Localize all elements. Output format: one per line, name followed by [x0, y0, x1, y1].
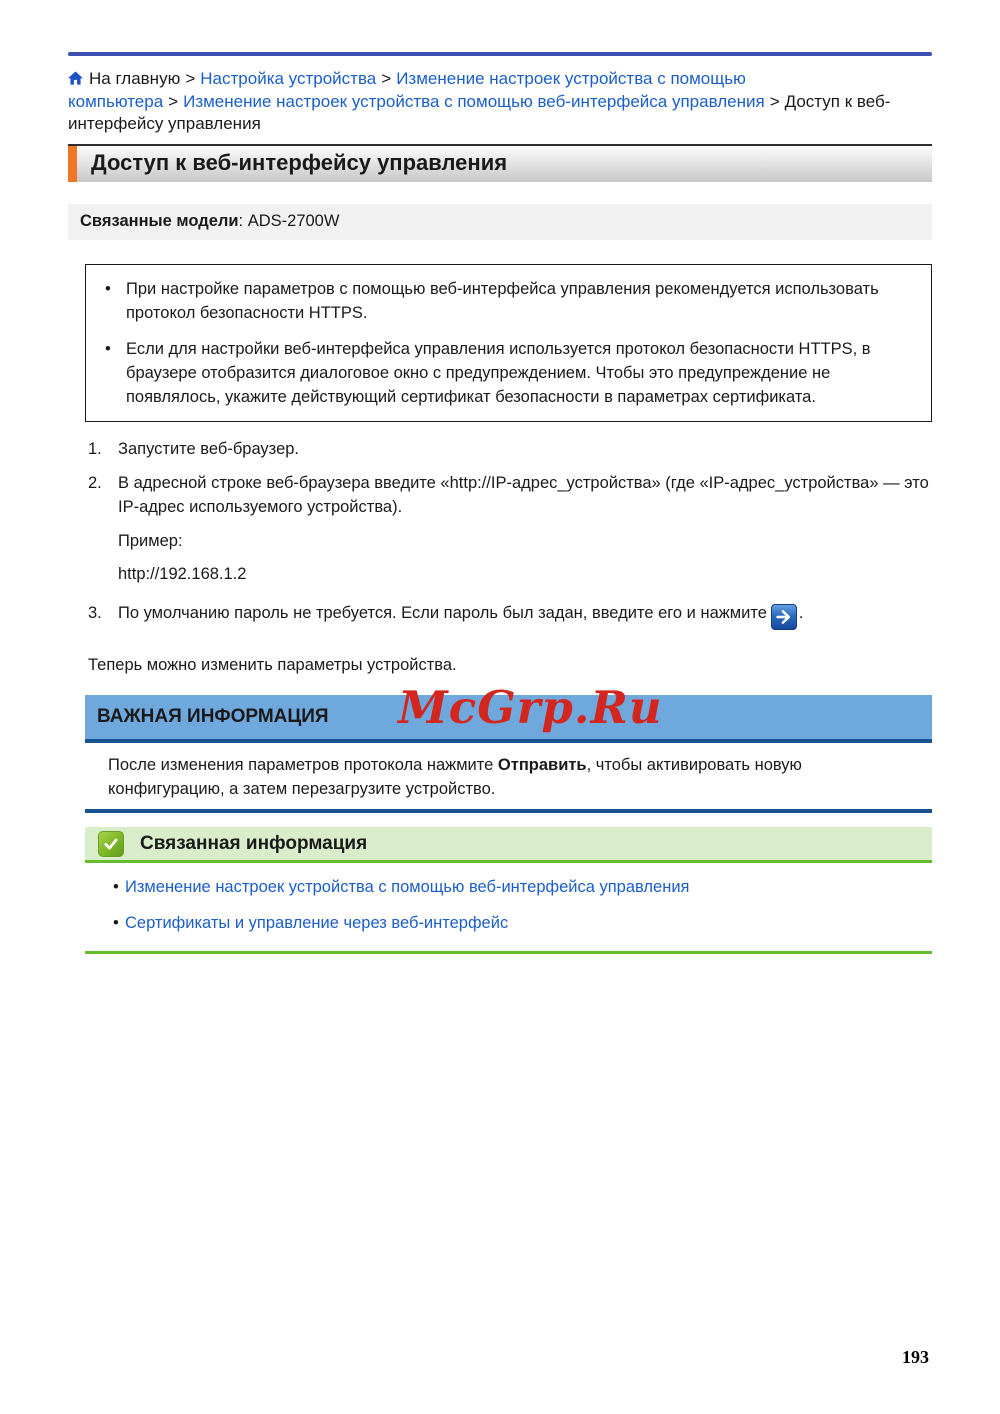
- note-item-text: При настройке параметров с помощью веб-интерфейса управления рекомендуется использовать протокол безопасности HTTPS.: [126, 280, 879, 322]
- step-number: 2.: [88, 474, 102, 492]
- related-models-label: Связанные модели: [80, 212, 239, 230]
- page-title-bar: [68, 144, 932, 182]
- related-models-bar: [68, 204, 932, 240]
- page-number: 193: [902, 1347, 929, 1367]
- breadcrumb-link-change-settings-web[interactable]: Изменение настроек устройства с помощью веб-интерфейса управления: [183, 92, 765, 111]
- top-rule: [68, 52, 932, 56]
- breadcrumb-link-device-settings[interactable]: Настройка устройства: [200, 69, 377, 88]
- step-text: По умолчанию пароль не требуется. Если пароль был задан, введите его и нажмите: [118, 604, 767, 622]
- step-body: [118, 471, 932, 586]
- page-content: [68, 0, 932, 954]
- breadcrumb-separator: >: [185, 69, 196, 88]
- step-text: Запустите веб-браузер.: [118, 440, 300, 458]
- page-title: Доступ к веб-интерфейсу управления: [91, 150, 508, 175]
- related-links-list: [85, 875, 932, 935]
- related-link-certificates[interactable]: Сертификаты и управление через веб-интерфейс: [125, 914, 509, 932]
- closing-text: Теперь можно изменить параметры устройства.: [88, 656, 457, 674]
- home-icon: [68, 69, 83, 91]
- important-rule-bottom: [85, 809, 932, 813]
- example-label: Пример:: [118, 532, 183, 550]
- bullet-icon: •: [113, 914, 119, 932]
- breadcrumb-current: Доступ к веб-интерфейсу управления: [68, 92, 891, 133]
- check-icon: [98, 831, 124, 857]
- important-body-text: , чтобы активировать новую конфигурацию, а затем перезагрузите устройство.: [108, 756, 802, 798]
- breadcrumb-separator: >: [381, 69, 392, 88]
- related-link-change-settings-web[interactable]: Изменение настроек устройства с помощью веб-интерфейса управления: [125, 878, 690, 896]
- step-1: [88, 437, 932, 461]
- step-text-after-icon: .: [798, 604, 804, 622]
- title-accent-bar: [68, 146, 77, 182]
- important-header: ВАЖНАЯ ИНФОРМАЦИЯ: [85, 695, 932, 739]
- steps-list: [68, 437, 932, 630]
- note-item: [96, 337, 913, 409]
- important-body-text: После изменения параметров протокола нажмите: [108, 756, 498, 774]
- related-info-title: Связанная информация: [140, 832, 368, 854]
- site-watermark: McGrp.Ru: [398, 681, 663, 734]
- note-list: [96, 277, 913, 409]
- related-link-item: [85, 875, 932, 899]
- breadcrumb: [68, 68, 932, 135]
- important-body: [85, 743, 932, 809]
- submit-arrow-icon: [771, 604, 797, 630]
- step-3: [88, 601, 932, 630]
- breadcrumb-separator: >: [168, 92, 179, 111]
- bullet-icon: •: [105, 340, 111, 358]
- related-info-header: [85, 827, 932, 860]
- related-info-section: [85, 827, 932, 954]
- breadcrumb-link-change-settings-computer[interactable]: Изменение настроек устройства с помощью компьютера: [68, 69, 746, 111]
- note-item: [96, 277, 913, 325]
- step-body: [118, 601, 932, 630]
- note-box: [85, 264, 932, 422]
- step-number: 3.: [88, 604, 102, 622]
- note-item-text: Если для настройки веб-интерфейса управления используется протокол безопасности HTTPS, в браузере отобразится диалоговое окно с предупреждением. Чтобы это предупреждение не появлялось, укажите действующий сертификат безопасности в параметрах сертификата.: [126, 340, 871, 406]
- step-number: 1.: [88, 440, 102, 458]
- bullet-icon: •: [105, 280, 111, 298]
- breadcrumb-home-link[interactable]: На главную: [89, 69, 181, 88]
- important-body-bold: Отправить: [497, 756, 587, 774]
- step-text: В адресной строке веб-браузера введите «http://IP-адрес_устройства» (где «IP-адрес_устройства» — это IP-адрес используемого устройства).: [118, 474, 929, 516]
- related-rule-bottom: [85, 951, 932, 954]
- related-link-item: [85, 911, 932, 935]
- breadcrumb-separator: >: [769, 92, 780, 111]
- related-models-value: : ADS-2700W: [238, 212, 340, 230]
- related-rule-top: [85, 860, 932, 863]
- step-2: [88, 471, 932, 586]
- bullet-icon: •: [113, 878, 119, 896]
- example-url: http://192.168.1.2: [118, 565, 247, 583]
